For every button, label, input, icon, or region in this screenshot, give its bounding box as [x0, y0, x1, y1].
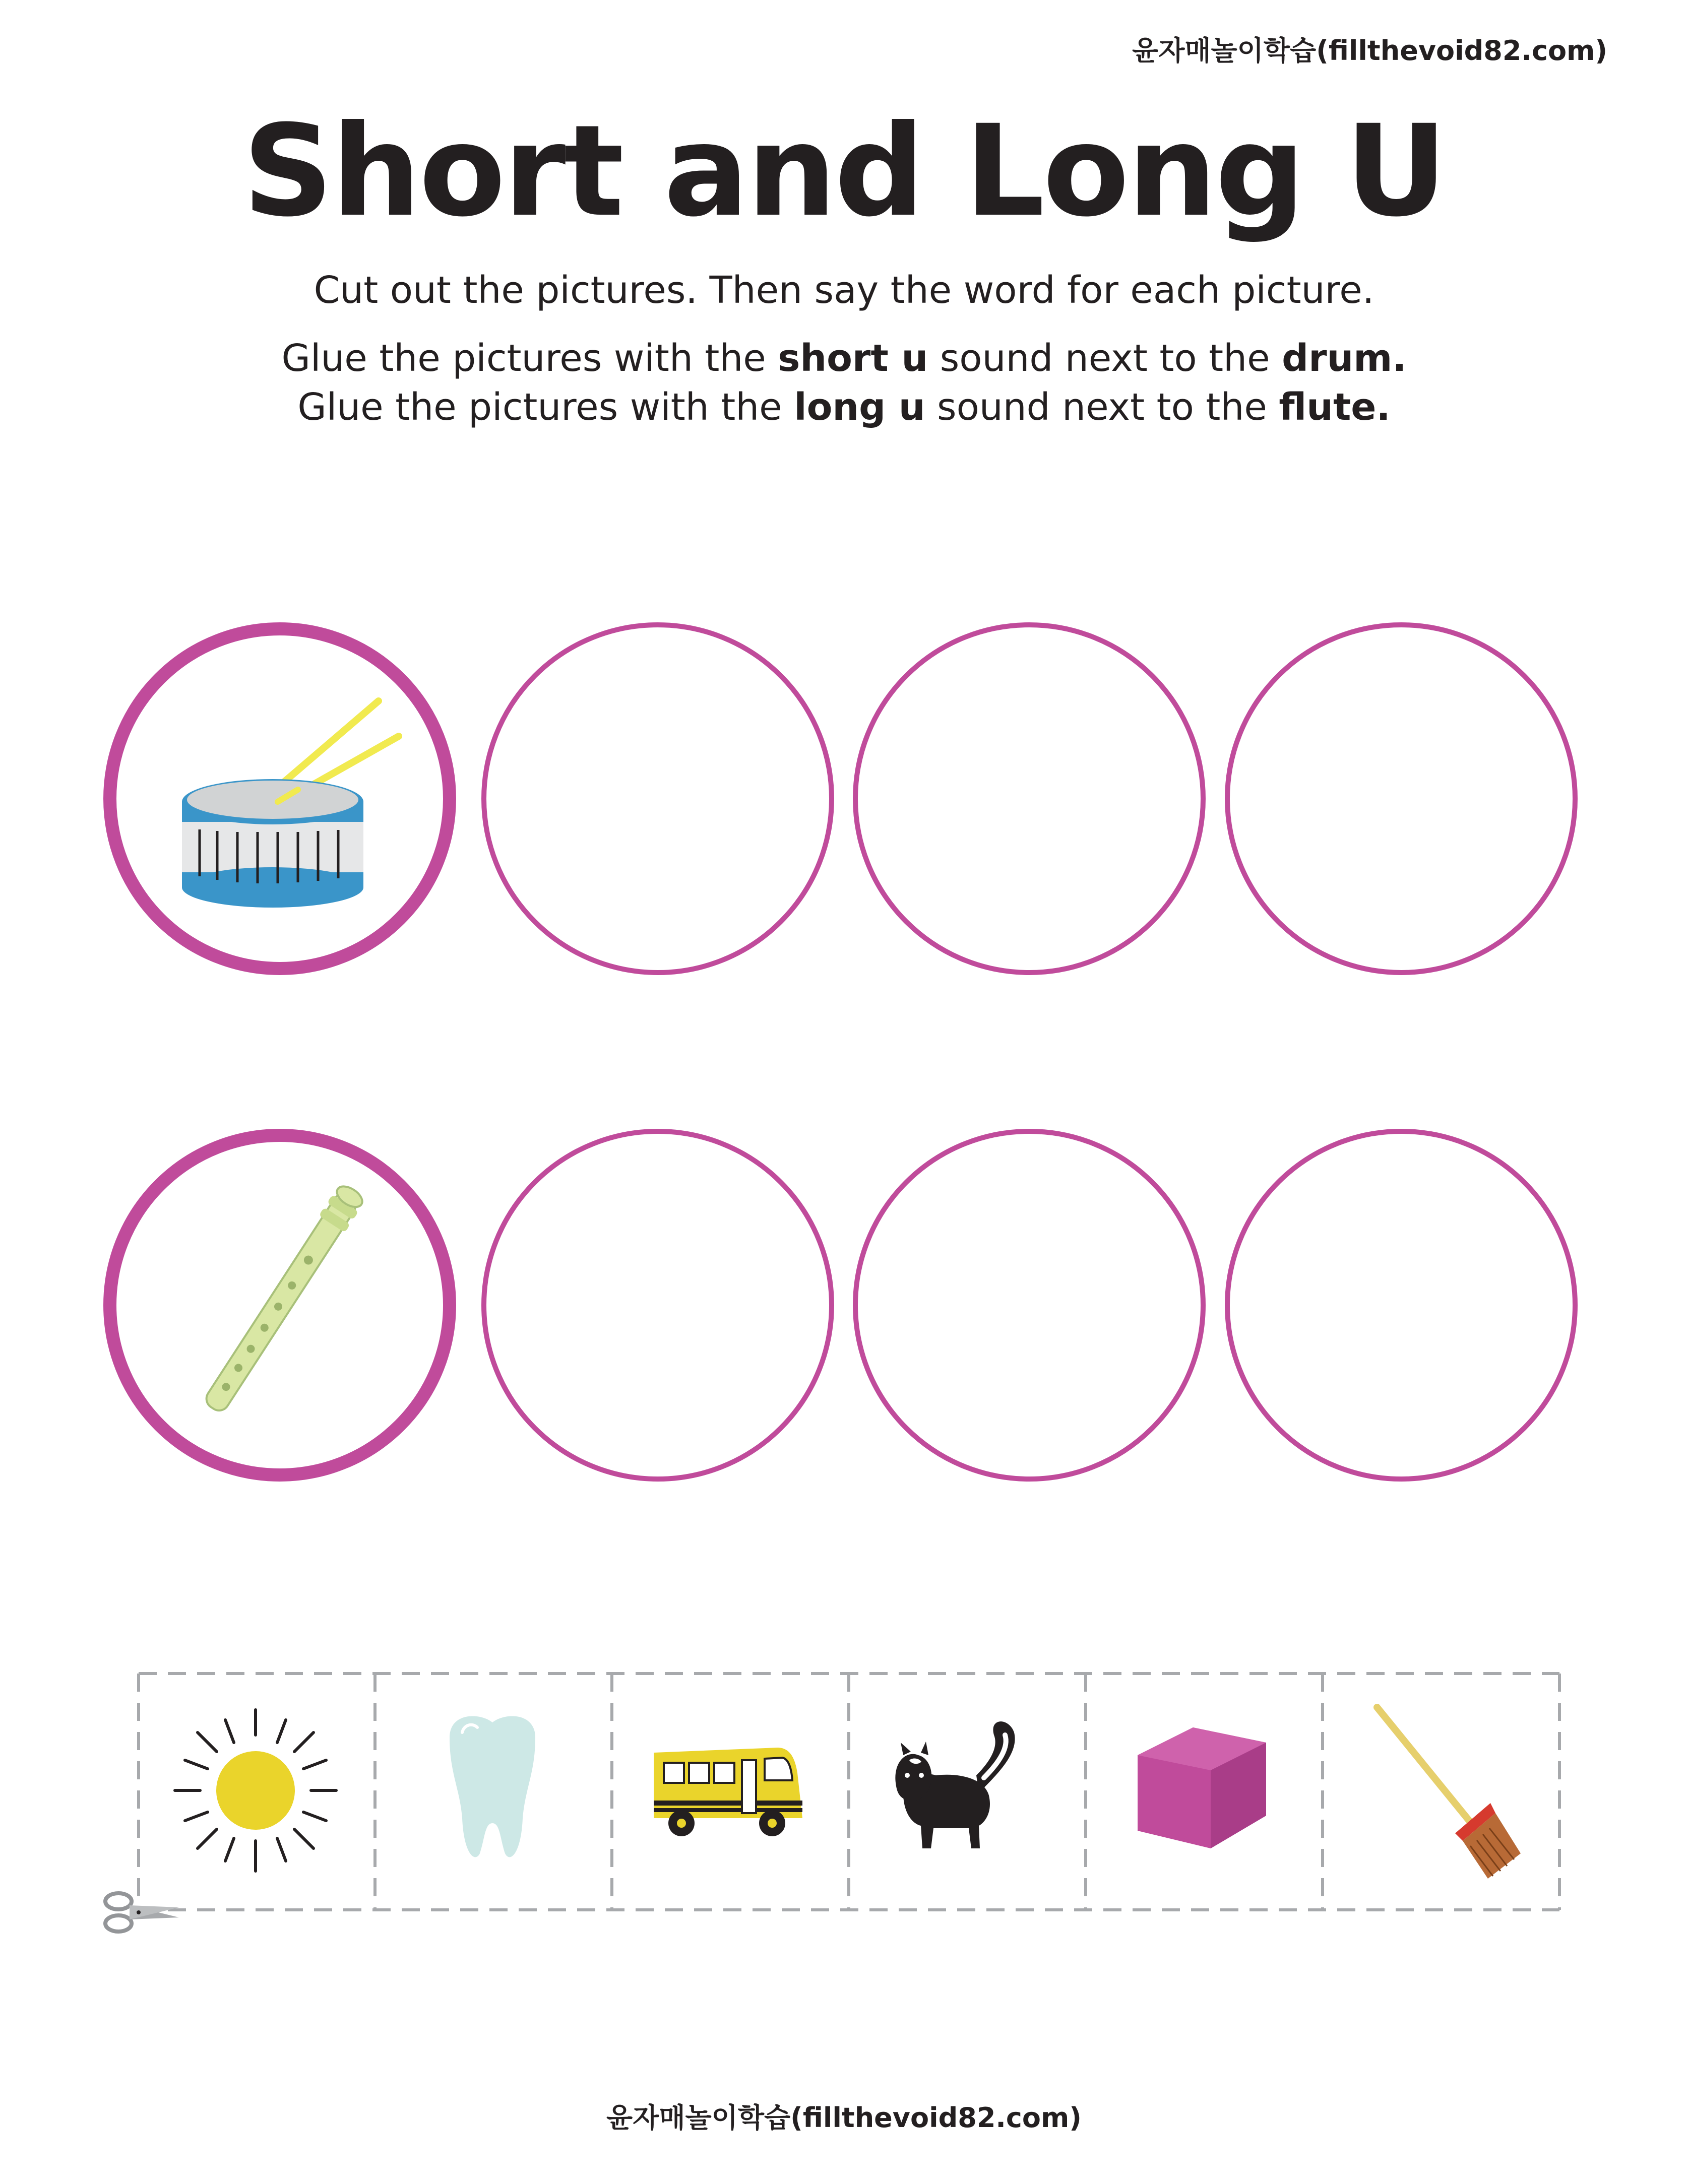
instruction-bold-short-u: short u [778, 337, 928, 380]
answer-circle[interactable] [481, 622, 834, 975]
scissors-icon [98, 1887, 184, 1938]
drum-icon [116, 635, 443, 962]
credit-bottom: 윤자매놀이학습(fillthevoid82.com) [606, 2102, 1082, 2134]
skunk-icon [848, 1672, 1085, 1911]
instruction-line-2 [0, 335, 1688, 382]
tooth-icon [374, 1672, 611, 1911]
answer-circle[interactable] [853, 1129, 1206, 1482]
cutout-card-tooth[interactable] [374, 1672, 611, 1911]
answer-circle[interactable] [1225, 622, 1578, 975]
cube-icon [1085, 1672, 1322, 1911]
flute-icon [116, 1142, 443, 1468]
cutout-card-broom[interactable] [1322, 1672, 1558, 1911]
credit-top: 윤자매놀이학습(fillthevoid82.com) [1132, 35, 1607, 67]
key-circle-flute [103, 1129, 456, 1482]
instruction-text: Glue the pictures with the [297, 386, 794, 429]
instruction-text: sound next to the [928, 337, 1282, 380]
instruction-text: Glue the pictures with the [281, 337, 778, 380]
broom-icon [1322, 1672, 1558, 1911]
instruction-line-3 [0, 384, 1688, 431]
instruction-text: sound next to the [925, 386, 1279, 429]
page-title: Short and Long U [242, 98, 1446, 244]
instruction-bold-flute: flute. [1279, 386, 1391, 429]
answer-circle[interactable] [853, 622, 1206, 975]
bus-icon [611, 1672, 848, 1911]
instruction-bold-drum: drum. [1282, 337, 1407, 380]
key-circle-drum [103, 622, 456, 975]
instruction-line-1: Cut out the pictures. Then say the word for each picture. [314, 269, 1374, 312]
cutout-strip [137, 1672, 1561, 1911]
instruction-bold-long-u: long u [794, 386, 925, 429]
cutout-card-cube[interactable] [1085, 1672, 1322, 1911]
cutout-card-sun[interactable] [137, 1672, 374, 1911]
answer-circle[interactable] [1225, 1129, 1578, 1482]
answer-circle[interactable] [481, 1129, 834, 1482]
cutout-card-bus[interactable] [611, 1672, 848, 1911]
sun-icon [137, 1672, 374, 1911]
cutout-card-skunk[interactable] [848, 1672, 1085, 1911]
